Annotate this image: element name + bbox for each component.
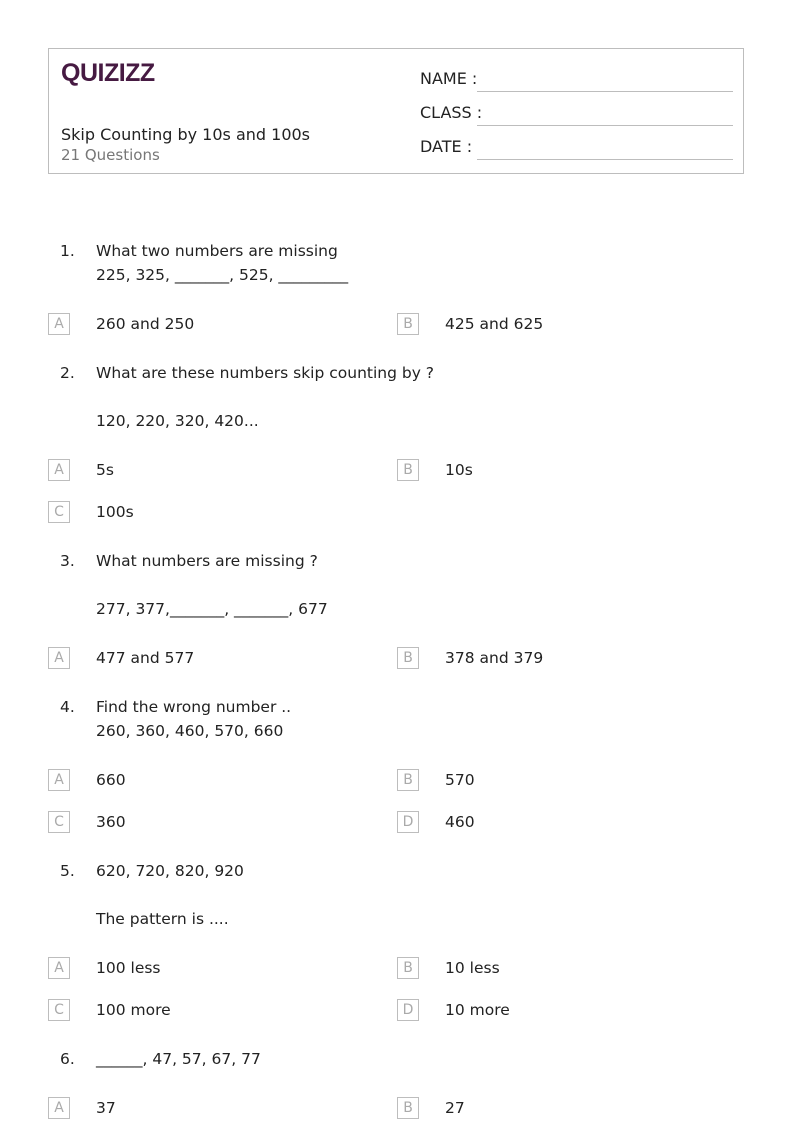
question-6-number: 6. bbox=[60, 1050, 75, 1068]
date-label: DATE : bbox=[420, 137, 473, 156]
option-text-q4-c: 360 bbox=[96, 813, 126, 831]
option-text-q5-d: 10 more bbox=[445, 1001, 510, 1019]
worksheet-header bbox=[48, 48, 744, 174]
date-line[interactable] bbox=[477, 159, 733, 160]
question-1-number: 1. bbox=[60, 242, 75, 260]
class-line[interactable] bbox=[477, 125, 733, 126]
question-2-text: What are these numbers skip counting by ? bbox=[96, 364, 435, 382]
option-box-q5-a[interactable]: A bbox=[48, 957, 70, 979]
option-text-q2-a: 5s bbox=[96, 461, 114, 479]
name-label: NAME : bbox=[420, 69, 478, 88]
name-line[interactable] bbox=[477, 91, 733, 92]
option-text-q4-a: 660 bbox=[96, 771, 126, 789]
option-box-q5-d[interactable]: D bbox=[397, 999, 419, 1021]
option-text-q4-b: 570 bbox=[445, 771, 475, 789]
option-text-q2-c: 100s bbox=[96, 503, 134, 521]
worksheet-title: Skip Counting by 10s and 100s bbox=[61, 125, 311, 144]
option-text-q3-b: 378 and 379 bbox=[445, 649, 544, 667]
option-box-q4-b[interactable]: B bbox=[397, 769, 419, 791]
question-5-sequence: 620, 720, 820, 920 bbox=[96, 862, 244, 880]
option-text-q4-d: 460 bbox=[445, 813, 475, 831]
option-box-q2-a[interactable]: A bbox=[48, 459, 70, 481]
question-2-number: 2. bbox=[60, 364, 75, 382]
option-box-q4-d[interactable]: D bbox=[397, 811, 419, 833]
option-box-q6-b[interactable]: B bbox=[397, 1097, 419, 1119]
question-5-number: 5. bbox=[60, 862, 75, 880]
option-text-q5-a: 100 less bbox=[96, 959, 161, 977]
question-1-text: What two numbers are missing bbox=[96, 242, 338, 260]
option-text-q3-a: 477 and 577 bbox=[96, 649, 195, 667]
question-4-number: 4. bbox=[60, 698, 75, 716]
option-text-q1-b: 425 and 625 bbox=[445, 315, 544, 333]
option-box-q2-c[interactable]: C bbox=[48, 501, 70, 523]
question-6-sequence: ______, 47, 57, 67, 77 bbox=[96, 1050, 261, 1068]
question-4-sequence: 260, 360, 460, 570, 660 bbox=[96, 722, 284, 740]
option-text-q5-c: 100 more bbox=[96, 1001, 171, 1019]
quizizz-logo: QUIZIZZ bbox=[61, 59, 155, 87]
question-1-sequence: 225, 325, _______, 525, _________ bbox=[96, 266, 349, 284]
question-5-text: The pattern is .... bbox=[96, 910, 229, 928]
option-text-q2-b: 10s bbox=[445, 461, 473, 479]
question-4-text: Find the wrong number .. bbox=[96, 698, 292, 716]
option-text-q5-b: 10 less bbox=[445, 959, 500, 977]
class-label: CLASS : bbox=[420, 103, 483, 122]
option-box-q3-b[interactable]: B bbox=[397, 647, 419, 669]
option-text-q6-b: 27 bbox=[445, 1099, 465, 1117]
option-box-q1-a[interactable]: A bbox=[48, 313, 70, 335]
question-2-sequence: 120, 220, 320, 420... bbox=[96, 412, 259, 430]
option-box-q4-a[interactable]: A bbox=[48, 769, 70, 791]
option-text-q6-a: 37 bbox=[96, 1099, 116, 1117]
question-3-sequence: 277, 377,_______, _______, 677 bbox=[96, 600, 328, 618]
option-box-q5-b[interactable]: B bbox=[397, 957, 419, 979]
option-box-q4-c[interactable]: C bbox=[48, 811, 70, 833]
option-text-q1-a: 260 and 250 bbox=[96, 315, 195, 333]
question-3-text: What numbers are missing ? bbox=[96, 552, 318, 570]
option-box-q1-b[interactable]: B bbox=[397, 313, 419, 335]
option-box-q5-c[interactable]: C bbox=[48, 999, 70, 1021]
option-box-q6-a[interactable]: A bbox=[48, 1097, 70, 1119]
question-count: 21 Questions bbox=[61, 146, 160, 164]
question-3-number: 3. bbox=[60, 552, 75, 570]
option-box-q2-b[interactable]: B bbox=[397, 459, 419, 481]
option-box-q3-a[interactable]: A bbox=[48, 647, 70, 669]
